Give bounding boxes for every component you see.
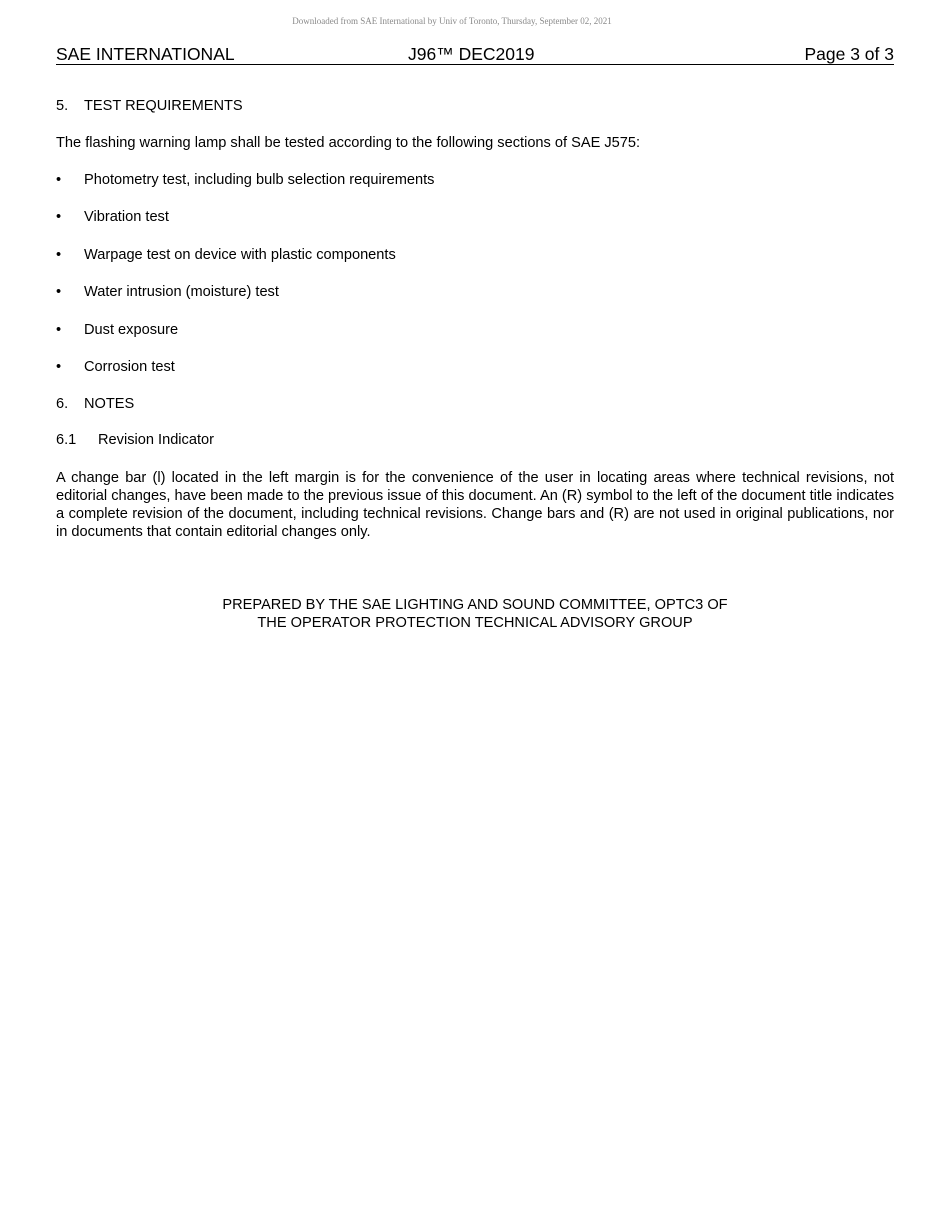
list-item-text: Dust exposure — [84, 322, 179, 338]
list-item-text: Warpage test on device with plastic components — [84, 247, 396, 263]
bullet-glyph: • — [56, 322, 62, 338]
prepared-by-line-1: PREPARED BY THE SAE LIGHTING AND SOUND COMMITTEE, OPTC3 OF — [222, 597, 728, 613]
page-header — [56, 44, 894, 65]
list-item-text: Water intrusion (moisture) test — [84, 284, 279, 300]
section-6-1-heading — [56, 432, 214, 449]
section-6-title: NOTES — [84, 396, 135, 412]
section-6-heading — [56, 396, 134, 413]
header-org: SAE INTERNATIONAL — [56, 44, 235, 64]
section-5-heading — [56, 98, 243, 115]
bullet-glyph: • — [56, 284, 62, 300]
header-page-number: Page 3 of 3 — [804, 44, 894, 64]
prepared-by-line-2: THE OPERATOR PROTECTION TECHNICAL ADVISORY GROUP — [257, 615, 693, 631]
download-watermark: Downloaded from SAE International by Univ of Toronto, Thursday, September 02, 2021 — [292, 16, 612, 26]
section-5-number: 5. — [56, 98, 69, 114]
list-item-text: Vibration test — [84, 209, 169, 225]
bullet-glyph: • — [56, 359, 62, 375]
section-6-1-title: Revision Indicator — [98, 432, 214, 448]
section-5-intro: The flashing warning lamp shall be tested according to the following sections of SAE J575: — [56, 135, 641, 151]
list-item-text: Photometry test, including bulb selection requirements — [84, 172, 435, 188]
bullet-glyph: • — [56, 209, 62, 225]
list-item-text: Corrosion test — [84, 359, 175, 375]
prepared-by-statement — [56, 596, 894, 632]
revision-indicator-paragraph: A change bar (l) located in the left margin is for the convenience of the user in locating areas where technical revisions, not editorial changes, have been made to the previous issue of this document. An (R) symbol to the left of the document title indicates a complete revision of the document, including technical revisions. Change bars and (R) are not used in original publications, nor in documents that contain editorial changes only. — [56, 470, 894, 540]
section-6-1-number: 6.1 — [56, 432, 77, 448]
bullet-glyph: • — [56, 172, 62, 188]
section-5-title: TEST REQUIREMENTS — [84, 98, 243, 114]
header-doc-id: J96™ DEC2019 — [408, 44, 535, 64]
section-6-number: 6. — [56, 396, 69, 412]
bullet-glyph: • — [56, 247, 62, 263]
